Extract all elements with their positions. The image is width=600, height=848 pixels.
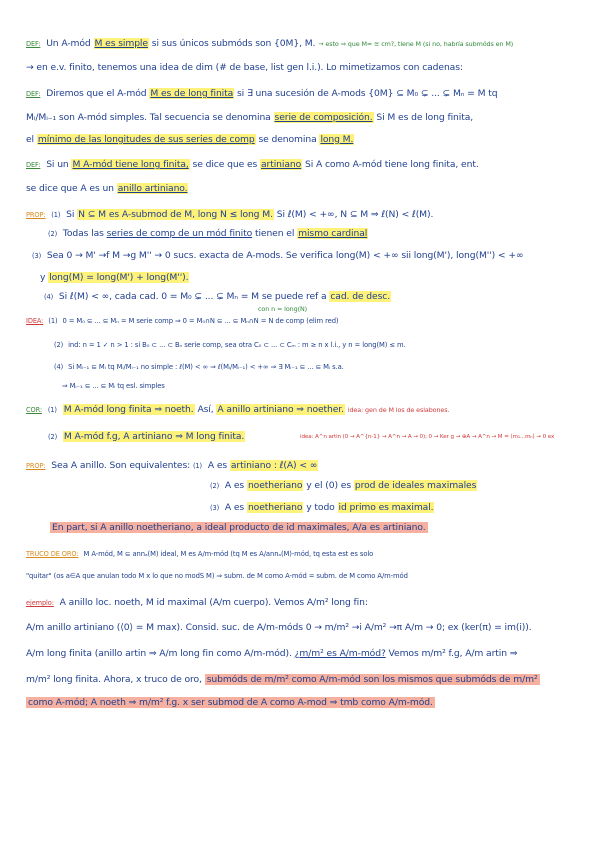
line-def-simple xyxy=(26,38,513,50)
margin-note: → esto ⇒ que M≃ ≅ cm?, tiene M (si no, habría submóds en M) xyxy=(318,40,514,48)
line-ejemplo-4 xyxy=(26,674,540,686)
text: y xyxy=(40,272,46,283)
text: 0 = M₀ ⊆ ... ⊆ Mₙ = M serie comp ⇒ 0 = M₀∩N ⊆ ... ⊆ Mₙ∩N = N de comp (elim red) xyxy=(62,317,339,325)
highlight: long(M) = long(M') + long(M''). xyxy=(49,272,189,283)
underlined: ¿m/m² es A/m-mód? xyxy=(294,648,386,659)
item-number: (2) xyxy=(48,433,58,441)
item-number: (1) xyxy=(47,406,57,414)
highlight-red: como A-mód; A noeth ⇒ m/m² f.g. x ser submod de A como A-mod ⇒ tmb como A/m-mód. xyxy=(28,697,433,708)
line-prop-2 xyxy=(48,228,368,240)
text: y todo xyxy=(306,502,335,513)
line-truco-de-oro xyxy=(26,548,373,560)
item-number: (3) xyxy=(32,252,42,260)
line-serie-composicion xyxy=(26,112,473,124)
line-prop-3-cont xyxy=(40,272,189,284)
line-idea-4 xyxy=(54,361,344,373)
text: A es xyxy=(224,480,245,491)
highlight: M A-mód f.g, A artiniano ⇒ M long finita. xyxy=(63,431,245,442)
text: Si M es de long finita, xyxy=(376,112,474,123)
def-tag: DEF: xyxy=(26,161,41,169)
text: Todas las xyxy=(62,228,104,239)
text: se denomina xyxy=(258,134,317,145)
highlight: A anillo artiniano ⇒ noether. xyxy=(217,404,344,415)
highlight: M A-mód tiene long finita, xyxy=(72,159,189,170)
line-ejemplo-2 xyxy=(26,622,532,634)
text: Mᵢ/Mᵢ₋₁ son A-mód simples. Tal secuencia se denomina xyxy=(26,112,271,123)
item-number: (1) xyxy=(48,317,58,325)
text: y el (0) es xyxy=(306,480,352,491)
text: si ∃ una sucesión de A-mods {0M} ⊆ M₀ ⊊ ... ⊊ Mₙ = M tq xyxy=(237,88,498,99)
text: Si un xyxy=(46,159,69,170)
highlight: artiniano : ℓ(A) < ∞ xyxy=(230,460,318,471)
highlight: serie de composición. xyxy=(274,112,373,123)
prop-tag: PROP: xyxy=(26,211,46,219)
text: → en e.v. finito, tenemos una idea de dim (# de base, list gen l.i.). Lo mimetizamos con cadenas: xyxy=(26,62,463,73)
text: el xyxy=(26,134,35,145)
line-motivation xyxy=(26,62,463,74)
text: A anillo loc. noeth, M id maximal (A/m cuerpo). Vemos A/m² long fin: xyxy=(59,597,368,608)
line-cor-1 xyxy=(26,404,449,416)
text: Diremos que el A-mód xyxy=(46,88,147,99)
text: Si xyxy=(66,209,75,220)
highlight: long M. xyxy=(320,134,354,145)
truco-tag: TRUCO DE ORO: xyxy=(26,550,79,558)
highlight: noetheriano xyxy=(247,480,303,491)
cor-tag: COR: xyxy=(26,406,42,414)
highlight: mismo cardinal xyxy=(298,228,368,239)
line-prop-equiv xyxy=(26,460,318,472)
highlight-red: submóds de m/m² como A/m-mód son los mismos que submóds de m/m² xyxy=(206,674,538,685)
note-text: idea: A^n artin (0 → A^{n-1} → A^n → A → 0); 0 → Ker g → ⊕A → A^n → M = ⟨m₁...mₙ⟩ → 0 ex xyxy=(300,434,555,440)
highlight: M A-mód long finita ⇒ noeth. xyxy=(63,404,194,415)
text: se dice que es xyxy=(192,159,258,170)
text: M A-mód, M ⊆ annₐ(M) ideal, M es A/m-mód (tq M es A/annₐ(M)-mód, tq esta est es solo xyxy=(83,550,374,558)
text: A/m anillo artiniano (⟨0⟩ = M max). Consid. suc. de A/m-móds 0 → m/m² →i A/m² →π A/m → 0; ex (ker(π) = im(i)). xyxy=(26,622,532,633)
idea-tag: IDEA: xyxy=(26,317,44,325)
text: Así, xyxy=(197,404,214,415)
line-cor-2 xyxy=(48,431,245,443)
text: Si ℓ(M) < ∞, cada cad. 0 = M₀ ⊊ ... ⊊ Mₙ = M se puede ref a xyxy=(58,291,327,302)
highlight: M es de long finita xyxy=(150,88,234,99)
line-prop-1 xyxy=(26,209,433,221)
item-number: (2) xyxy=(210,482,220,490)
line-idea-1 xyxy=(26,315,338,327)
line-ejemplo xyxy=(26,597,368,609)
text: ind: n = 1 ✓ n > 1 : si B₀ ⊂ ... ⊂ Bₙ serie comp, sea otra C₀ ⊂ ... ⊂ Cₘ : m ≥ n x l.i., y n = long(M) ≤ m. xyxy=(68,341,406,349)
text: Vemos m/m² f.g, A/m artin ⇒ xyxy=(388,648,518,659)
item-number: (2) xyxy=(48,230,58,238)
line-anillo-artiniano xyxy=(26,183,188,195)
text: se dice que A es un xyxy=(26,183,114,194)
text: Un A-mód xyxy=(46,38,91,49)
underlined: series de comp de un mód finito xyxy=(106,228,253,239)
text: A/m long finita (anillo artin ⇒ A/m long fin como A/m-mód). xyxy=(26,648,292,659)
line-prop-3 xyxy=(32,250,524,262)
cor-2-note xyxy=(300,431,554,443)
idea-note xyxy=(258,303,307,315)
def-tag: DEF: xyxy=(26,40,41,48)
line-truco-cont xyxy=(26,570,408,582)
item-number: (4) xyxy=(44,293,54,301)
text: Sea 0 → M' →f M →g M'' → 0 sucs. exacta de A-mods. Se verifica long(M) < +∞ sii long(M'), long(M'') < +∞ xyxy=(46,250,524,261)
text: tienen el xyxy=(254,228,295,239)
highlight: M es simple xyxy=(94,38,148,49)
margin-note: idea: gen de M los de eslabones. xyxy=(347,406,450,414)
item-number: (4) xyxy=(54,363,64,371)
item-number: (3) xyxy=(210,504,220,512)
highlight: artiniano xyxy=(261,159,302,170)
highlight: anillo artiniano. xyxy=(117,183,188,194)
line-prop-equiv-2 xyxy=(210,480,477,492)
text: si sus únicos submóds son {0M}, M. xyxy=(151,38,316,49)
line-prop-4 xyxy=(44,291,391,303)
text: m/m² long finita. Ahora, x truco de oro, xyxy=(26,674,202,685)
text: Sea A anillo. Son equivalentes: xyxy=(51,460,191,471)
item-number: (2) xyxy=(54,341,64,349)
text: ⇒ Mᵢ₋₁ ⊆ ... ⊆ Mᵢ tq esl. simples xyxy=(62,382,165,390)
line-idea-4-cont xyxy=(62,380,165,392)
text: A es xyxy=(207,460,228,471)
line-en-part xyxy=(50,522,428,534)
text: Si Mᵢ₋₁ ⊆ Mᵢ tq Mᵢ/Mᵢ₋₁ no simple : ℓ(M) < ∞ ⇒ ℓ(Mᵢ/Mᵢ₋₁) < +∞ ⇒ ∃ Mᵢ₋₁ ⊆ ... ⊆ Mᵢ s.a. xyxy=(68,363,344,371)
ejemplo-tag: ejemplo: xyxy=(26,599,54,607)
line-ejemplo-3 xyxy=(26,648,517,660)
prop-tag: PROP: xyxy=(26,462,46,470)
text: "quitar" (os a∈A que anulan todo M x lo que no modS M) ⇒ subm. de M como A-mód = subm. de M como A/m-mód xyxy=(26,572,408,580)
highlight: id primo es maximal. xyxy=(338,502,434,513)
line-idea-2 xyxy=(54,339,406,351)
highlight: noetheriano xyxy=(247,502,303,513)
line-def-long-finita xyxy=(26,88,497,100)
text: A es xyxy=(224,502,245,513)
text: Si A como A-mód tiene long finita, ent. xyxy=(304,159,479,170)
line-prop-equiv-3 xyxy=(210,502,434,514)
note-text: con n = long(N) xyxy=(258,305,308,313)
line-ejemplo-5 xyxy=(26,697,435,709)
item-number: (1) xyxy=(192,462,202,470)
text: Si ℓ(M) < +∞, N ⊆ M ⇒ ℓ(N) < ℓ(M). xyxy=(276,209,434,220)
highlight: prod de ideales maximales xyxy=(354,480,477,491)
highlight: N ⊆ M es A-submod de M, long N ≤ long M. xyxy=(78,209,273,220)
def-tag: DEF: xyxy=(26,90,41,98)
highlight: cad. de desc. xyxy=(330,291,391,302)
line-long-m xyxy=(26,134,354,146)
item-number: (1) xyxy=(51,211,61,219)
highlight-red: En part, si A anillo noetheriano, a ideal producto de id maximales, A/a es artiniano. xyxy=(52,522,426,533)
highlight: mínimo de las longitudes de sus series de comp xyxy=(37,134,255,145)
line-def-artiniano xyxy=(26,159,479,171)
